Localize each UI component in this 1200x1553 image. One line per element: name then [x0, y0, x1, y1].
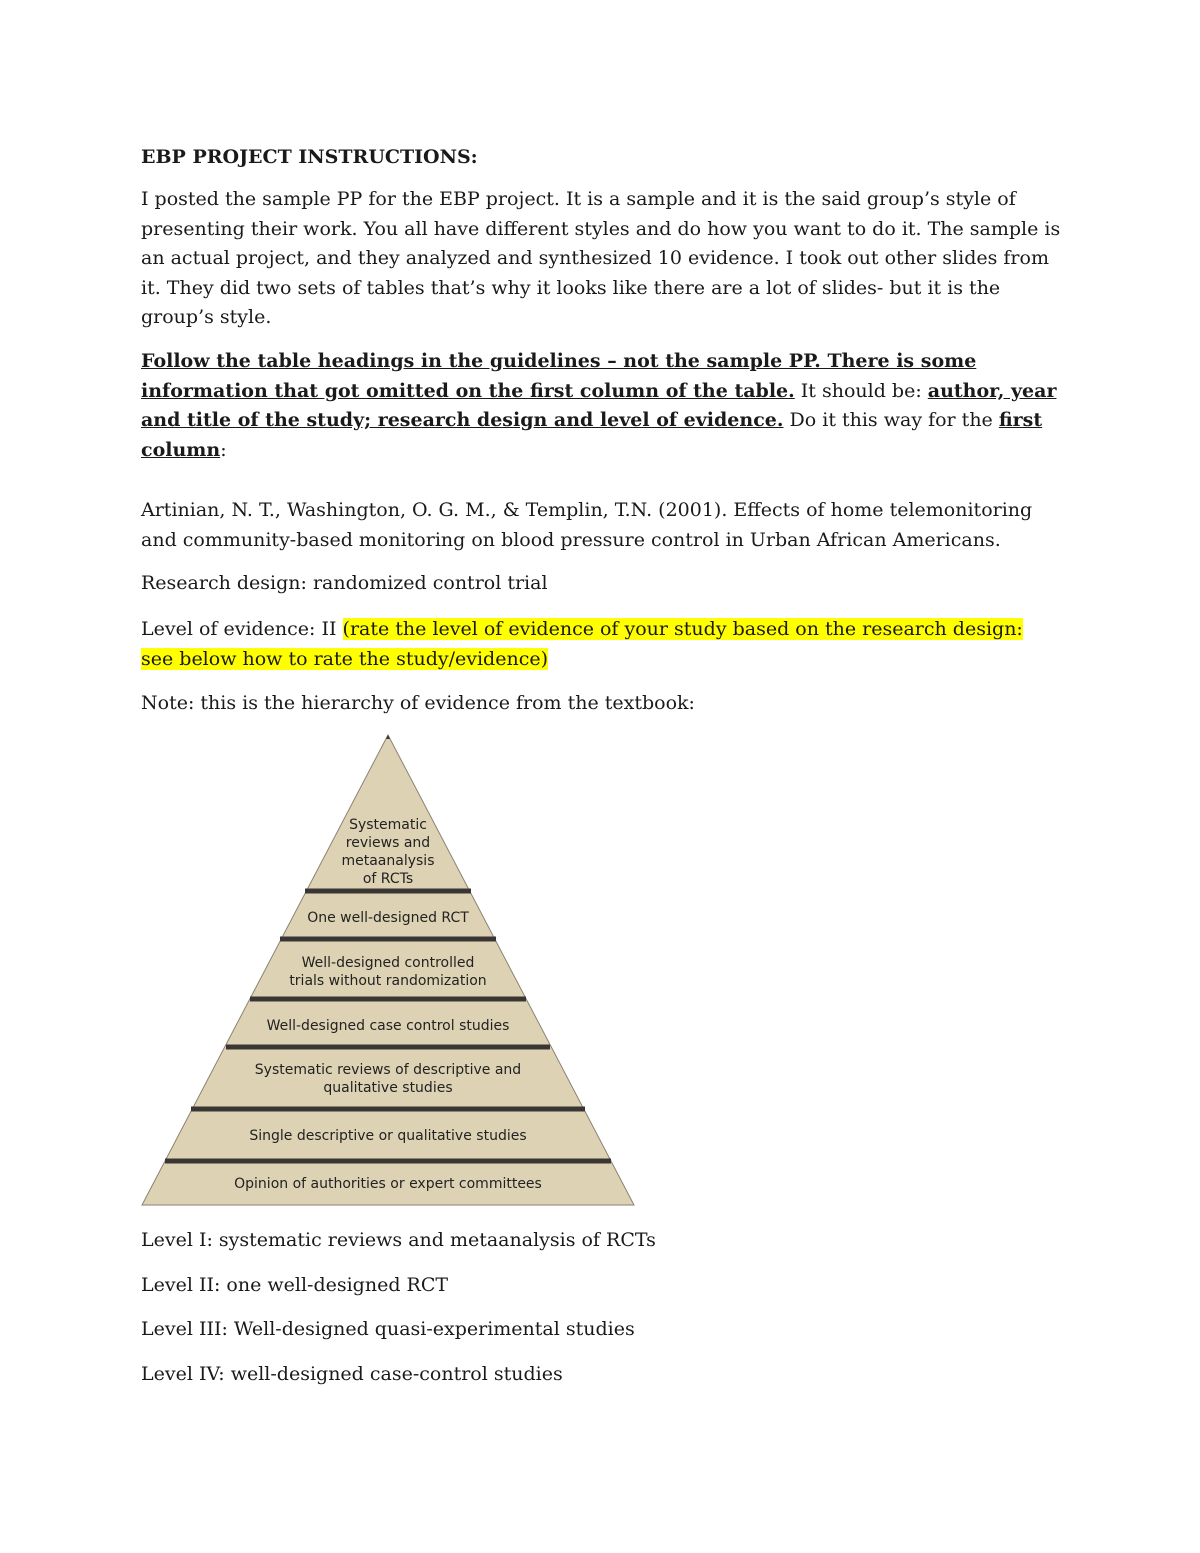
tier1-line1: Systematic: [349, 817, 427, 833]
tier1-line3: metaanalysis: [341, 853, 435, 869]
evidence-pyramid: [140, 733, 636, 1209]
tier3-line1: Well-designed controlled: [301, 955, 475, 971]
intro-paragraph: I posted the sample PP for the EBP project. It is a sample and it is the said group’s style of presenting their work. You all have different styles and do how you want to do it. The sample is an actual project, and they analyzed and synthesized 10 evidence. I took out other slides from it. They did two sets of tables that’s why it looks like there are a lot of slides- but it is the group’s style.: [141, 188, 1061, 328]
tier1-line4: of RCTs: [362, 871, 414, 887]
level-iv: Level IV: well-designed case-control studies: [141, 1363, 563, 1385]
tier7-line1: Opinion of authorities or expert committees: [234, 1176, 542, 1192]
instruction-fields: author, year and title of the study; research design and level of evidence.: [141, 379, 1057, 431]
example-research-design: Research design: randomized control trial: [141, 572, 548, 594]
level-prefix: Level of evidence: II: [141, 618, 343, 640]
instruction-do-it: Do it this way for the: [783, 409, 999, 431]
tier3-line2: trials without randomization: [289, 973, 487, 989]
example-citation: Artinian, N. T., Washington, O. G. M., & Templin, T.N. (2001). Effects of home telemonitoring and community-based monitoring on blood pressure control in Urban African Americans.: [141, 499, 1033, 551]
level-i: Level I: systematic reviews and metaanalysis of RCTs: [141, 1229, 656, 1251]
level-highlight: (rate the level of evidence of your study based on the research design: see below how to rate the study/evidence): [141, 618, 1023, 670]
tier4-line1: Well-designed case control studies: [266, 1018, 510, 1034]
instruction-colon: :: [220, 438, 227, 461]
level-ii: Level II: one well-designed RCT: [141, 1274, 449, 1296]
pyramid-svg: [140, 733, 636, 1209]
tier2-line1: One well-designed RCT: [307, 910, 469, 926]
document-title: [141, 143, 1061, 173]
level-iii: Level III: Well-designed quasi-experimental studies: [141, 1318, 635, 1340]
instruction-should-be: It should be:: [794, 379, 928, 402]
tier6-line1: Single descriptive or qualitative studies: [249, 1128, 527, 1144]
tier5-line1: Systematic reviews of descriptive and: [254, 1062, 522, 1078]
tier1-line2: reviews and: [345, 835, 431, 851]
example-level-of-evidence: [141, 615, 1061, 674]
instruction-paragraph: [141, 347, 1061, 465]
tier5-line2: qualitative studies: [323, 1080, 453, 1096]
note-text: Note: this is the hierarchy of evidence from the textbook:: [141, 692, 695, 714]
instruction-bold: Follow the table headings in the guidelines – not the sample PP. There is some information that got omitted on the first column of the table.: [141, 350, 977, 402]
title-text: EBP PROJECT INSTRUCTIONS:: [141, 146, 478, 168]
instruction-first-column: first column: [141, 409, 1043, 461]
